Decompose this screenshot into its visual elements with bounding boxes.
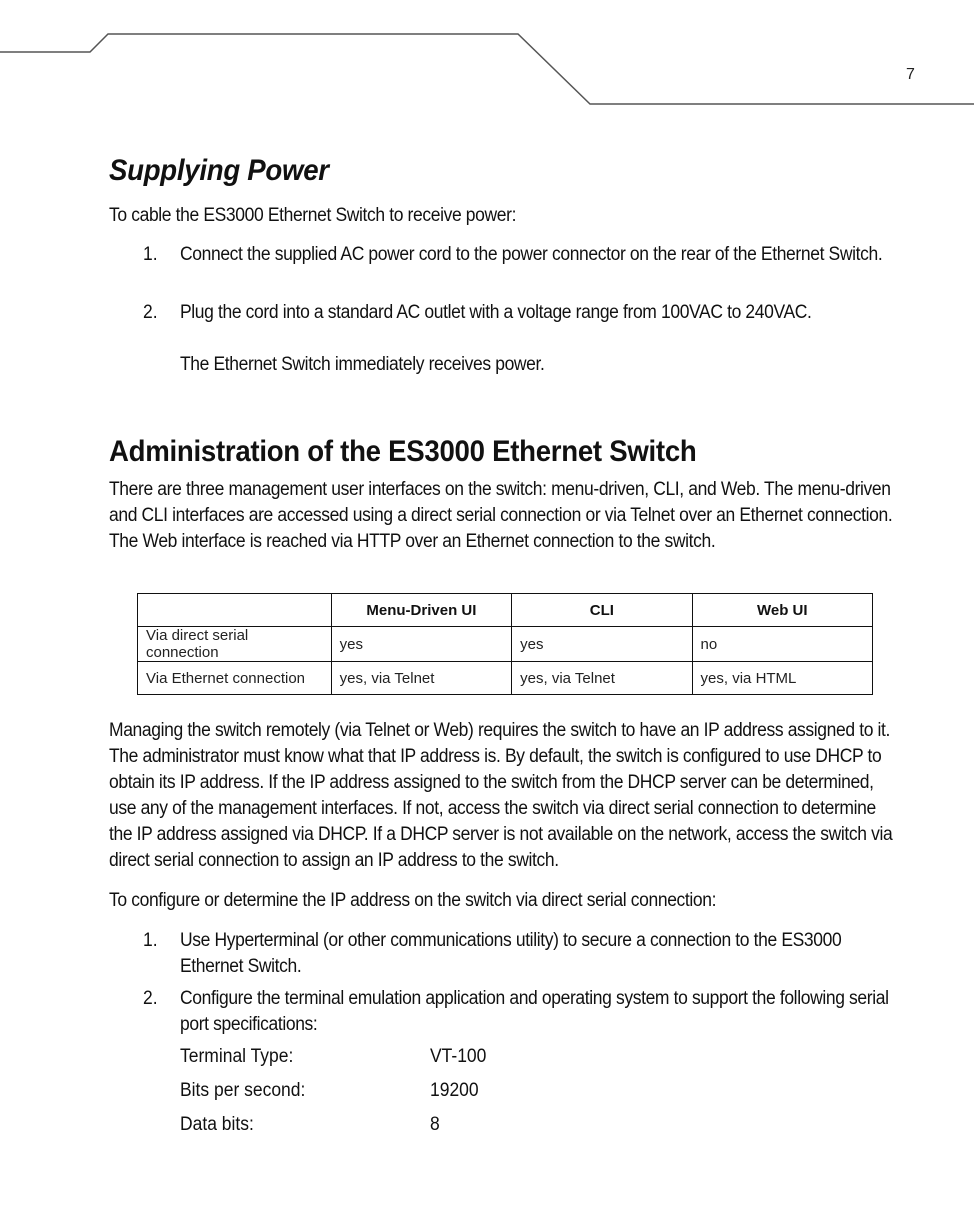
table-cell: yes, via HTML [692, 662, 872, 695]
table-cell: no [692, 627, 872, 662]
remote-management-paragraph: Managing the switch remotely (via Telnet or Web) requires the switch to have an IP address assigned to it. The administrator must know what that IP address is. By default, the switch is configured to use DHCP to obtain its IP address. If the IP address assigned to the switch from the DHCP server can be determined, use any of the management interfaces. If not, access the switch via direct serial connection to determine the IP address assigned via DHCP. If a DHCP server is not available on the network, access the switch via direct serial connection to assign an IP address to the switch. [109, 720, 893, 871]
table-header-cell: Menu-Driven UI [331, 594, 511, 627]
section-title-administration: Administration of the ES3000 Ethernet Switch [109, 435, 697, 468]
table-row [138, 662, 873, 695]
table-row [138, 627, 873, 662]
configure-intro: To configure or determine the IP address on the switch via direct serial connection: [109, 890, 717, 911]
page-number: 7 [906, 66, 915, 83]
table-cell: yes, via Telnet [331, 662, 511, 695]
table-cell: yes [512, 627, 692, 662]
section1-step-1-text: Connect the supplied AC power cord to the power connector on the rear of the Ethernet Switch. [180, 244, 883, 265]
spec-value: VT-100 [430, 1046, 487, 1067]
spec-label: Bits per second: [180, 1080, 306, 1101]
section1-step-1-number: 1. [143, 244, 158, 265]
header-rule [0, 0, 974, 110]
table-cell: Via direct serial connection [138, 627, 332, 662]
table-cell: yes, via Telnet [512, 662, 692, 695]
table-header-row [138, 594, 873, 627]
table-header-cell: Web UI [692, 594, 872, 627]
table-header-cell [138, 594, 332, 627]
table-cell: Via Ethernet connection [138, 662, 332, 695]
table-header-cell: CLI [512, 594, 692, 627]
section2-step-2-text: Configure the terminal emulation application and operating system to support the following serial port specifications: [180, 988, 889, 1035]
section2-step-1-text: Use Hyperterminal (or other communications utility) to secure a connection to the ES3000 Ethernet Switch. [180, 930, 842, 977]
section2-step-2-number: 2. [143, 988, 158, 1009]
section1-intro: To cable the ES3000 Ethernet Switch to receive power: [109, 205, 517, 226]
spec-label: Terminal Type: [180, 1046, 294, 1067]
spec-value: 8 [430, 1114, 440, 1135]
section2-step-1-number: 1. [143, 930, 158, 951]
section1-result: The Ethernet Switch immediately receives power. [180, 354, 545, 375]
spec-value: 19200 [430, 1080, 479, 1101]
section1-step-2-number: 2. [143, 302, 158, 323]
table-cell: yes [331, 627, 511, 662]
section1-step-2-text: Plug the cord into a standard AC outlet with a voltage range from 100VAC to 240VAC. [180, 302, 812, 323]
section-title-supplying-power: Supplying Power [109, 154, 329, 187]
section2-intro: There are three management user interfaces on the switch: menu-driven, CLI, and Web. The menu-driven and CLI interfaces are accessed using a direct serial connection or via Telnet over an Ethernet connection. The Web interface is reached via HTTP over an Ethernet connection to the switch. [109, 479, 893, 552]
management-interfaces-table [137, 593, 873, 695]
spec-label: Data bits: [180, 1114, 254, 1135]
